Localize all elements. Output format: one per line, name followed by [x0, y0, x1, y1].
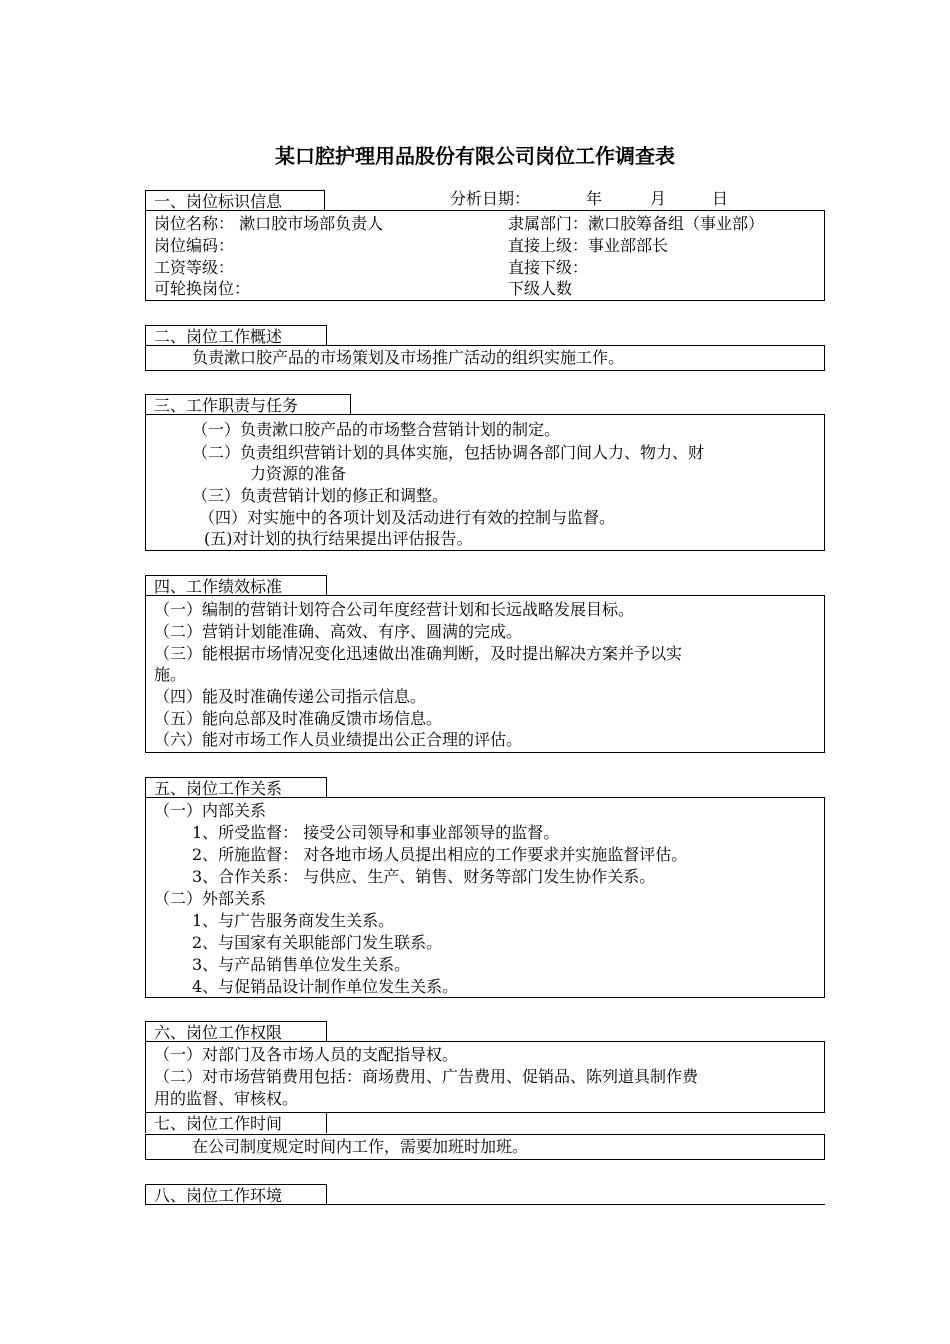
performance-item: （六）能对市场工作人员业绩提出公正合理的评估。: [154, 730, 523, 749]
performance-item: （四）能及时准确传递公司指示信息。: [154, 687, 427, 706]
authority-item-continuation: 用的监督、审核权。: [154, 1089, 299, 1108]
section-2-box: [145, 345, 825, 371]
direct-subordinate-field: 直接下级：: [508, 258, 589, 277]
internal-relation-item: 2、所施监督： 对各地市场人员提出相应的工作要求并实施监督评估。: [192, 845, 688, 864]
internal-relation-item: 1、所受监督： 接受公司领导和事业部领导的监督。: [192, 823, 560, 842]
duty-item: （四）对实施中的各项计划及活动进行有效的控制与监督。: [199, 508, 616, 527]
date-year-label: 年: [586, 189, 603, 208]
section-5-box: [145, 797, 825, 998]
authority-item: （二）对市场营销费用包括：商场费用、广告费用、促销品、陈列道具制作费: [154, 1067, 699, 1086]
internal-relation-item: 3、合作关系： 与供应、生产、销售、财务等部门发生协作关系。: [192, 867, 656, 886]
duty-item: (五)对计划的执行结果提出评估报告。: [204, 529, 473, 548]
subordinate-count-field: 下级人数: [508, 279, 573, 298]
performance-item: （二）营销计划能准确、高效、有序、圆满的完成。: [154, 622, 523, 641]
section-8-rule: [145, 1204, 825, 1205]
date-month-label: 月: [650, 189, 667, 208]
duty-item: （二）负责组织营销计划的具体实施，包括协调各部门间人力、物力、财: [192, 443, 705, 462]
section-5-header: 五、岗位工作关系: [145, 777, 327, 797]
section-4-header: 四、工作绩效标准: [145, 575, 327, 595]
section-6-header: 六、岗位工作权限: [145, 1021, 327, 1041]
external-relations-title: （二）外部关系: [154, 889, 267, 908]
page-title: 某口腔护理用品股份有限公司岗位工作调查表: [275, 144, 675, 168]
salary-grade-field: 工资等级：: [154, 258, 235, 277]
section-3-header: 三、工作职责与任务: [145, 394, 351, 414]
section-6-box: [145, 1041, 825, 1113]
department-field: 隶属部门：漱口胶筹备组（事业部）: [508, 214, 765, 233]
external-relation-item: 4、与促销品设计制作单位发生关系。: [192, 977, 459, 996]
position-name-field: 岗位名称： 漱口胶市场部负责人: [154, 214, 384, 233]
section-7-box: [145, 1134, 825, 1160]
direct-superior-field: 直接上级：事业部部长: [508, 236, 669, 255]
job-overview-text: 负责漱口胶产品的市场策划及市场推广活动的组织实施工作。: [192, 348, 625, 367]
external-relation-item: 3、与产品销售单位发生关系。: [192, 955, 411, 974]
performance-item: （三）能根据市场情况变化迅速做出准确判断，及时提出解决方案并予以实: [154, 644, 683, 663]
duty-item-continuation: 力资源的准备: [250, 464, 347, 483]
duty-item: （三）负责营销计划的修正和调整。: [192, 486, 449, 505]
section-8-header: 八、岗位工作环境: [145, 1184, 327, 1204]
position-code-field: 岗位编码：: [154, 236, 235, 255]
duty-item: （一）负责漱口胶产品的市场整合营销计划的制定。: [192, 420, 561, 439]
section-3-header-divider: [350, 394, 351, 414]
rotation-position-field: 可轮换岗位：: [154, 279, 251, 298]
performance-item-continuation: 施。: [154, 665, 187, 684]
section-3-box: [145, 414, 825, 551]
section-2-header: 二、岗位工作概述: [145, 325, 327, 345]
external-relation-item: 2、与国家有关职能部门发生联系。: [192, 933, 443, 952]
authority-item: （一）对部门及各市场人员的支配指导权。: [154, 1045, 459, 1064]
performance-item: （五）能向总部及时准确反馈市场信息。: [154, 709, 443, 728]
analysis-date-label: 分析日期：: [450, 189, 531, 208]
date-day-label: 日: [712, 189, 729, 208]
section-7-header: 七、岗位工作时间: [145, 1113, 327, 1133]
section-4-box: [145, 595, 825, 753]
section-1-box: [145, 210, 825, 301]
internal-relations-title: （一）内部关系: [154, 801, 267, 820]
section-1-header: 一、岗位标识信息: [145, 190, 325, 210]
performance-item: （一）编制的营销计划符合公司年度经营计划和长远战略发展目标。: [154, 600, 635, 619]
external-relation-item: 1、与广告服务商发生关系。: [192, 911, 395, 930]
work-time-text: 在公司制度规定时间内工作，需要加班时加班。: [192, 1137, 529, 1156]
